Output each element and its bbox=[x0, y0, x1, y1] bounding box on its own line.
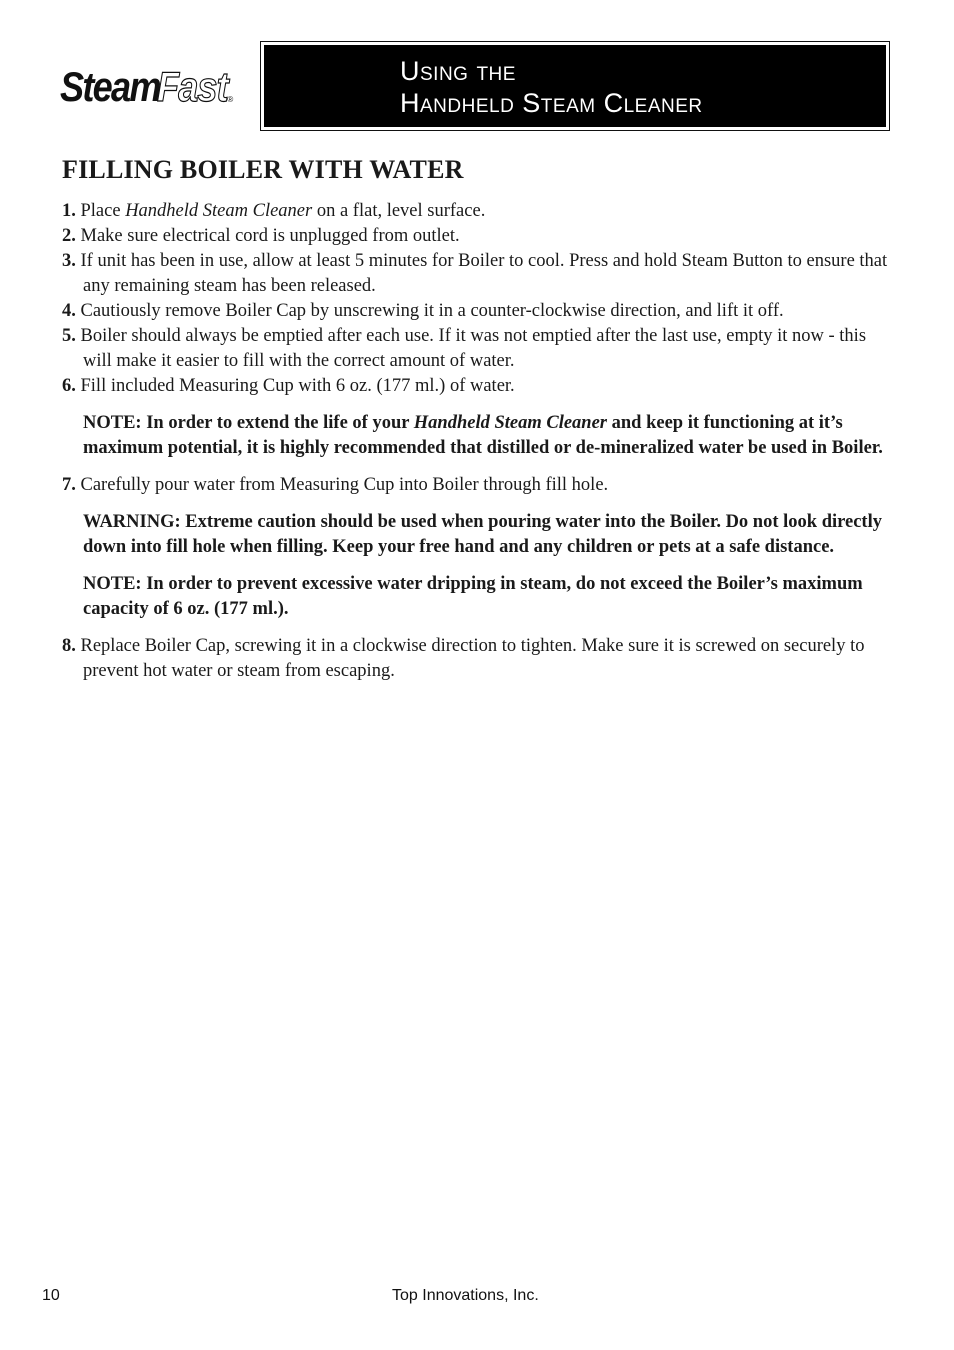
step-8 bbox=[62, 634, 888, 684]
section-title-line-1: Using the bbox=[400, 56, 516, 86]
section-title bbox=[264, 45, 886, 127]
step-5 bbox=[62, 324, 888, 374]
step-3 bbox=[62, 249, 888, 299]
step-text: Make sure electrical cord is unplugged from outlet. bbox=[80, 226, 460, 246]
step-2 bbox=[62, 224, 888, 249]
registered-mark: ® bbox=[227, 95, 234, 104]
step-text: Boiler should always be emptied after each use. If it was not emptied after the last use, empty it now - this will make it easier to fill with the correct amount of water. bbox=[80, 326, 867, 371]
step-number: 4. bbox=[62, 301, 76, 321]
note-text: NOTE: In order to extend the life of your bbox=[83, 413, 414, 433]
product-name: Handheld Steam Cleaner bbox=[413, 413, 608, 433]
steamfast-logo bbox=[60, 64, 233, 108]
step-text: Fill included Measuring Cup with 6 oz. (177 ml.) of water. bbox=[80, 376, 515, 396]
step-number: 6. bbox=[62, 376, 76, 396]
section-title-line-2: Handheld Steam Cleaner bbox=[400, 88, 703, 118]
page-number: 10 bbox=[42, 1287, 60, 1304]
step-1 bbox=[62, 199, 888, 224]
step-number: 8. bbox=[62, 636, 76, 656]
warning-note: WARNING: Extreme caution should be used when pouring water into the Boiler. Do not look directly down into fill hole when filling. Keep your free hand and any children or pets at a safe distance. bbox=[83, 512, 882, 557]
logo-word-steam: Steam bbox=[60, 63, 160, 110]
product-name: Handheld Steam Cleaner bbox=[125, 201, 313, 221]
step-number: 5. bbox=[62, 326, 76, 346]
step-text: on a flat, level surface. bbox=[312, 201, 486, 221]
step-text: Replace Boiler Cap, screwing it in a clockwise direction to tighten. Make sure it is screwed on securely to prevent hot water or steam from escaping. bbox=[80, 636, 865, 681]
logo-word-fast: Fast bbox=[157, 63, 228, 110]
step-text: Cautiously remove Boiler Cap by unscrewing it in a counter-clockwise direction, and lift it off. bbox=[80, 301, 784, 321]
step-number: 3. bbox=[62, 251, 76, 271]
step-text: If unit has been in use, allow at least 5 minutes for Boiler to cool. Press and hold Steam Button to ensure that any remaining steam has been released. bbox=[80, 251, 888, 296]
page-heading: FILLING BOILER WITH WATER bbox=[62, 155, 464, 184]
footer-company: Top Innovations, Inc. bbox=[392, 1287, 539, 1304]
step-6 bbox=[62, 374, 888, 399]
step-number: 7. bbox=[62, 475, 76, 495]
step-number: 2. bbox=[62, 226, 76, 246]
step-text: Carefully pour water from Measuring Cup into Boiler through fill hole. bbox=[80, 475, 609, 495]
instructions bbox=[62, 199, 888, 684]
step-4 bbox=[62, 299, 888, 324]
step-7 bbox=[62, 473, 888, 498]
section-title-box bbox=[260, 41, 890, 131]
step-text: Place bbox=[80, 201, 126, 221]
note-max-capacity: NOTE: In order to prevent excessive water dripping in steam, do not exceed the Boiler’s maximum capacity of 6 oz. (177 ml.). bbox=[83, 574, 863, 619]
step-number: 1. bbox=[62, 201, 76, 221]
note-distilled-water bbox=[62, 411, 888, 461]
note-text: and keep it functioning at it’s maximum potential, it is highly recommended that distilled or de-mineralized water be used in Boiler. bbox=[83, 413, 883, 458]
